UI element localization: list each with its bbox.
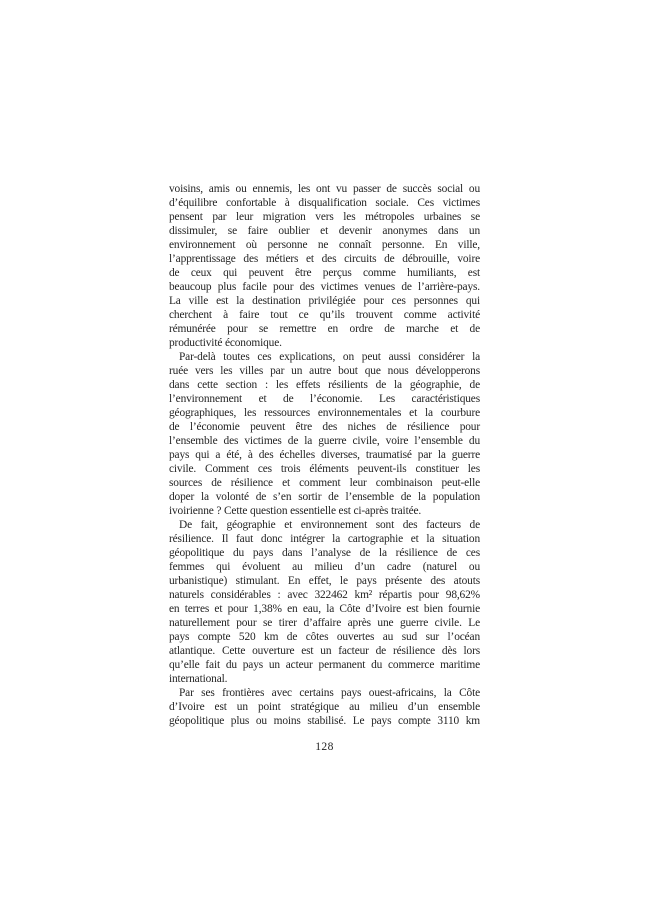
- text-line: De fait, géographie et environnement sont des facteurs de: [179, 519, 480, 531]
- text-line: pensent par leur migration vers les métropoles urbaines se: [169, 211, 480, 223]
- text-line: cherchent à faire tout ce qu’ils trouvent comme activité: [169, 309, 480, 321]
- text-line: géographiques, les ressources environnementales et la courbure: [169, 407, 480, 419]
- text-line: beaucoup plus facile pour des victimes venues de l’arrière-pays.: [169, 281, 480, 293]
- text-line: productivité économique.: [169, 337, 282, 349]
- text-line: en terres et pour 1,38% en eau, la Côte d’Ivoire est bien fournie: [169, 603, 480, 615]
- text-line: femmes qui évoluent au milieu d’un cadre (naturel ou: [169, 561, 480, 573]
- text-line: qu’elle fait du pays un acteur permanent du commerce maritime: [169, 659, 480, 671]
- text-line: ivoirienne ? Cette question essentielle est ci-après traitée.: [169, 505, 422, 517]
- page-number: 128: [315, 740, 334, 753]
- text-line: sources de résilience et comment leur combinaison peut-elle: [169, 477, 480, 489]
- text-line: La ville est la destination privilégiée pour ces personnes qui: [169, 295, 480, 307]
- text-line: l’environnement et de l’économie. Les caractéristiques: [169, 393, 480, 405]
- text-line: naturellement pour se tirer d’affaire après une guerre civile. Le: [169, 617, 480, 629]
- text-line: dans cette section : les effets résilients de la géographie, de: [169, 379, 480, 391]
- text-line: environnement où personne ne connaît personne. En ville,: [169, 239, 480, 251]
- text-line: rémunérée pour se remettre en ordre de marche et de: [169, 323, 480, 335]
- text-line: d’Ivoire est un point stratégique au milieu d’un ensemble: [169, 701, 480, 713]
- text-line: doper la volonté de s’en sortir de l’ensemble de la population: [169, 491, 480, 503]
- text-line: résilience. Il faut donc intégrer la cartographie et la situation: [169, 533, 480, 545]
- text-line: atlantique. Cette ouverture est un facteur de résilience dès lors: [169, 645, 480, 657]
- text-line: civile. Comment ces trois éléments peuvent-ils constituer les: [169, 463, 480, 475]
- text-line: géopolitique plus ou moins stabilisé. Le pays compte 3110 km: [169, 715, 480, 727]
- text-line: l’ensemble des victimes de la guerre civile, voire l’ensemble du: [169, 435, 480, 447]
- text-line: d’équilibre confortable à disqualification sociale. Ces victimes: [169, 197, 480, 209]
- text-line: pays compte 520 km de côtes ouvertes au sud sur l’océan: [169, 631, 480, 643]
- text-line: l’apprentissage des métiers et des circuits de débrouille, voire: [169, 253, 480, 265]
- text-line: Par-delà toutes ces explications, on peut aussi considérer la: [179, 351, 480, 363]
- text-line: voisins, amis ou ennemis, les ont vu passer de succès social ou: [169, 183, 480, 195]
- text-line: urbanistique) stimulant. En effet, le pays présente des atouts: [169, 575, 480, 587]
- text-line: géopolitique du pays dans l’analyse de la résilience de ces: [169, 547, 480, 559]
- text-line: de l’économie peuvent être des niches de résilience pour: [169, 421, 480, 433]
- text-line: dissimuler, se faire oublier et devenir anonymes dans un: [169, 225, 480, 237]
- text-line: international.: [169, 673, 228, 685]
- text-line: pays qui a été, à des échelles diverses, traumatisé par la guerre: [169, 449, 480, 461]
- text-line: Par ses frontières avec certains pays ouest-africains, la Côte: [179, 687, 480, 699]
- text-line: de ceux qui peuvent être perçus comme humiliants, est: [169, 267, 480, 279]
- page-text-block: [169, 182, 480, 728]
- text-line: ruée vers les villes par un autre bout que nous développerons: [169, 365, 480, 377]
- text-line: naturels considérables : avec 322462 km² répartis pour 98,62%: [169, 589, 480, 601]
